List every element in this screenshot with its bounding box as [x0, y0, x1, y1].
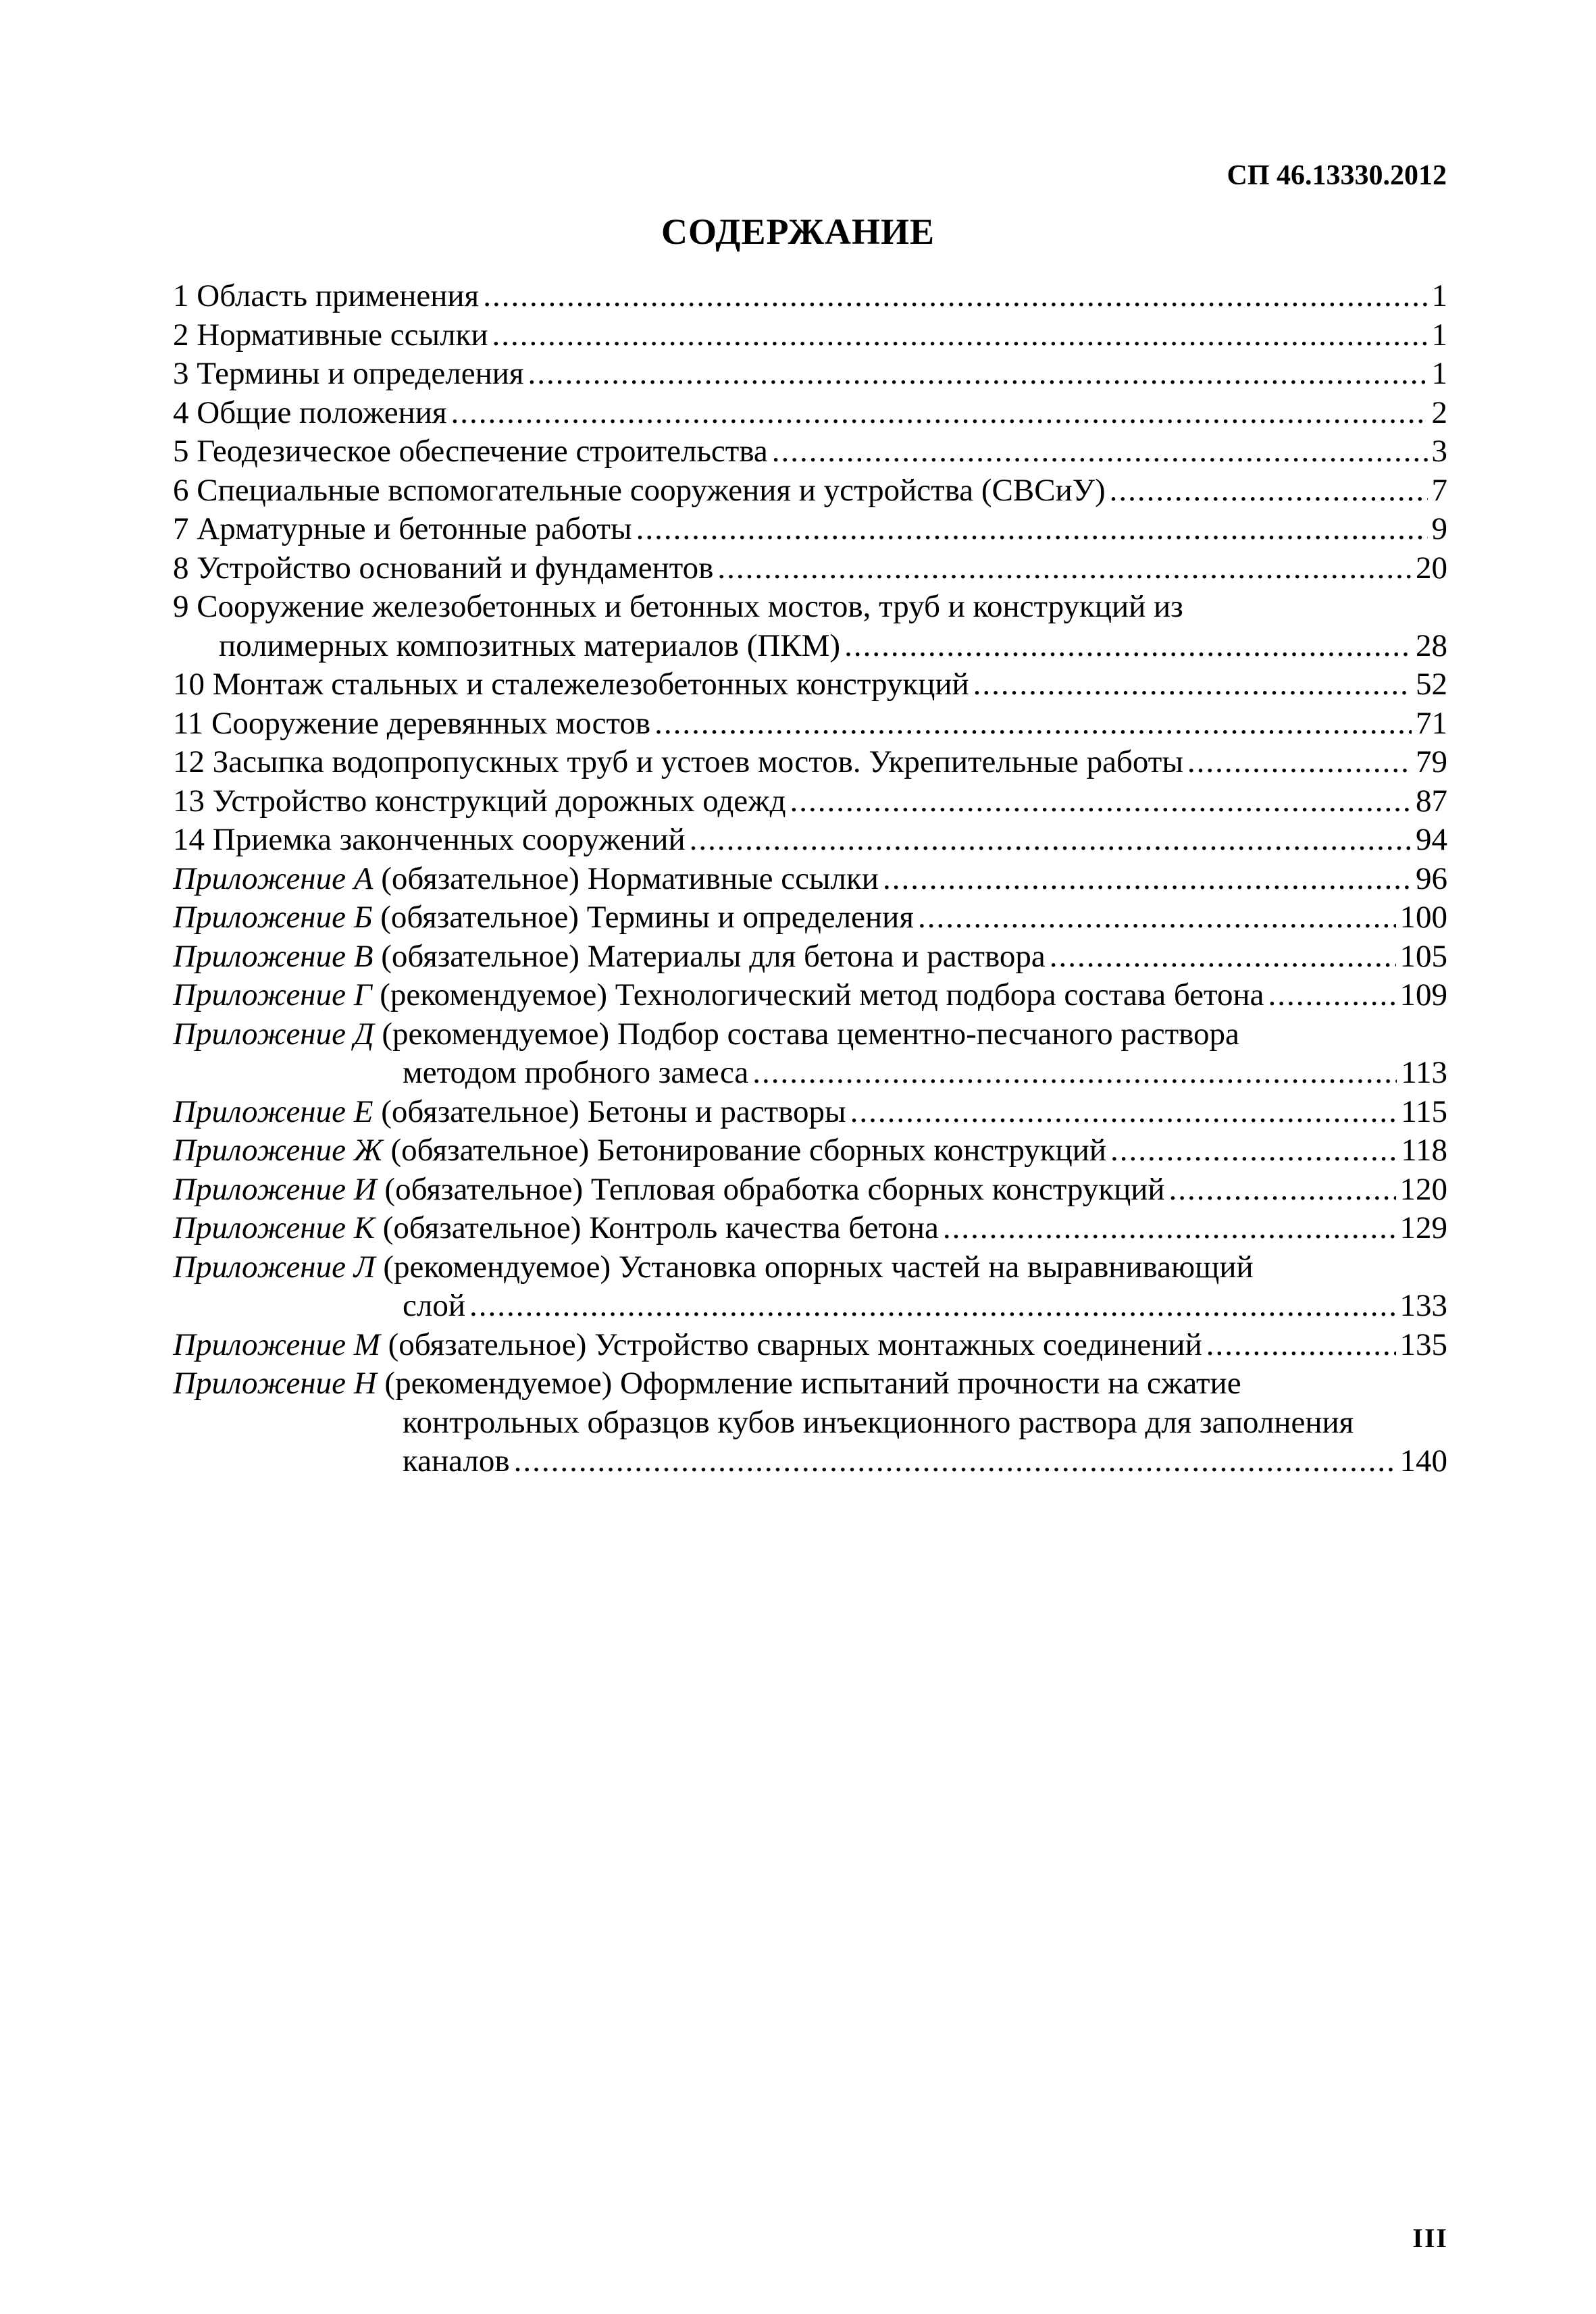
toc-leader-dots: [514, 1442, 1396, 1481]
toc-leader-dots: [772, 432, 1428, 471]
toc-entry: [173, 665, 1447, 704]
toc-entry: [173, 743, 1447, 782]
appendix-label: Приложение В: [173, 938, 374, 974]
toc-entry-title: [173, 1248, 1254, 1287]
toc-leader-dots: [528, 355, 1428, 394]
toc-entry-title: [173, 277, 479, 316]
toc-page-number: 28: [1416, 627, 1447, 663]
toc-entry: [173, 782, 1447, 821]
toc-entry-title: [173, 1171, 1165, 1210]
toc-entry-continuation: [173, 1404, 1447, 1443]
toc-page-number: 120: [1399, 1171, 1447, 1207]
toc-entry-text: контрольных образцов кубов инъекционного раствора для заполнения: [403, 1404, 1354, 1440]
toc-leader-dots: [973, 665, 1412, 704]
appendix-label: Приложение Л: [173, 1249, 376, 1285]
toc-leader-dots: [1110, 1131, 1397, 1171]
toc-page-number: 96: [1416, 860, 1447, 896]
toc-page-number: 2: [1431, 394, 1447, 430]
toc-leader-dots: [1169, 1171, 1396, 1210]
toc-entry-title: [173, 471, 1106, 511]
toc-entry-text: 4 Общие положения: [173, 394, 447, 430]
toc-entry-title: [173, 782, 786, 821]
toc-entry: [173, 704, 1447, 744]
toc-entry-text: 8 Устройство оснований и фундаментов: [173, 550, 714, 586]
toc-leader-dots: [492, 316, 1428, 355]
toc-page-number: 52: [1416, 667, 1447, 702]
toc-entry-title: [173, 394, 447, 433]
toc-entry-text: (рекомендуемое) Подбор состава цементно-песчаного раствора: [374, 1016, 1239, 1052]
toc-entry-text: полимерных композитных материалов (ПКМ): [219, 627, 841, 663]
toc-entry-text: 11 Сооружение деревянных мостов: [173, 705, 651, 741]
toc-entry-title: [173, 937, 1046, 977]
toc-entry-text: (рекомендуемое) Установка опорных частей на выравнивающий: [375, 1249, 1254, 1285]
toc-title: СОДЕРЖАНИЕ: [661, 211, 935, 252]
toc-entry-title: [173, 821, 686, 860]
toc-leader-dots: [451, 394, 1428, 433]
toc-entry-text: 14 Приемка законченных сооружений: [173, 822, 686, 857]
toc-entry: [173, 821, 1447, 860]
toc-leader-dots: [1050, 937, 1396, 977]
toc-page-number: 113: [1401, 1055, 1447, 1090]
toc-page-number: 20: [1416, 550, 1447, 586]
toc-entry-title: [173, 976, 1264, 1015]
toc-page-number: 1: [1431, 356, 1447, 391]
toc-leader-dots: [483, 277, 1427, 316]
toc-entry-text: (обязательное) Бетонирование сборных конструкций: [382, 1133, 1107, 1168]
toc-entry-title: [403, 1287, 465, 1326]
toc-leader-dots: [918, 898, 1396, 937]
toc-page-number: 1: [1431, 278, 1447, 313]
toc-page-number: 100: [1399, 900, 1447, 935]
toc-entry: [173, 510, 1447, 549]
toc-leader-dots: [1110, 471, 1428, 511]
toc-entry-text: (обязательное) Бетоны и растворы: [373, 1094, 846, 1129]
appendix-label: Приложение А: [173, 860, 374, 896]
toc-entry-title: [173, 1364, 1241, 1404]
toc-entry: [173, 549, 1447, 588]
toc-entry-title: [403, 1442, 510, 1481]
toc-entry: [173, 394, 1447, 433]
toc-leader-dots: [636, 510, 1428, 549]
toc-entry-continuation: [173, 1287, 1447, 1326]
toc-entry-text: (рекомендуемое) Оформление испытаний прочности на сжатие: [376, 1366, 1241, 1401]
toc-entry: [173, 432, 1447, 471]
toc-entry-title: [173, 1093, 846, 1132]
toc-entry-title: [173, 355, 524, 394]
toc-entry-text: (обязательное) Нормативные ссылки: [373, 860, 879, 896]
toc-entry-title: [173, 549, 713, 588]
toc-entry: [173, 1015, 1447, 1054]
toc-entry-text: 6 Специальные вспомогательные сооружения и устройства (СВСиУ): [173, 472, 1106, 508]
toc-entry-title: [173, 704, 650, 744]
toc-entry-title: [219, 627, 840, 666]
toc-entry-continuation: [173, 1442, 1447, 1481]
toc-entry: [173, 1131, 1447, 1171]
table-of-contents: [173, 277, 1447, 1481]
toc-page-number: 133: [1399, 1288, 1447, 1323]
toc-entry: [173, 898, 1447, 937]
appendix-label: Приложение Е: [173, 1094, 374, 1129]
toc-entry: [173, 1209, 1447, 1248]
toc-page-number: 109: [1399, 977, 1447, 1012]
appendix-label: Приложение М: [173, 1327, 380, 1362]
toc-entry-text: (обязательное) Контроль качества бетона: [374, 1210, 939, 1245]
toc-entry-title: [403, 1054, 748, 1093]
toc-leader-dots: [943, 1209, 1396, 1248]
toc-page-number: 87: [1416, 783, 1447, 819]
toc-page-number: 135: [1399, 1327, 1447, 1362]
toc-entry-title: [173, 898, 914, 937]
toc-entry-text: каналов: [403, 1443, 510, 1479]
toc-entry-text: (рекомендуемое) Технологический метод подбора состава бетона: [371, 977, 1264, 1012]
appendix-label: Приложение Г: [173, 977, 372, 1012]
toc-page-number: 1: [1431, 317, 1447, 353]
toc-entry-text: (обязательное) Термины и определения: [372, 900, 914, 935]
toc-entry: [173, 860, 1447, 899]
toc-page-number: 105: [1399, 938, 1447, 974]
appendix-label: Приложение Ж: [173, 1133, 383, 1168]
toc-entry: [173, 976, 1447, 1015]
toc-leader-dots: [717, 549, 1412, 588]
appendix-label: Приложение И: [173, 1171, 377, 1207]
toc-page-number: 94: [1416, 822, 1447, 857]
toc-leader-dots: [1206, 1326, 1396, 1365]
toc-entry-title: [173, 316, 488, 355]
toc-entry-title: [173, 1015, 1239, 1054]
toc-leader-dots: [883, 860, 1412, 899]
toc-page-number: 140: [1399, 1443, 1447, 1479]
toc-page-number: 118: [1401, 1133, 1447, 1168]
toc-entry-text: (обязательное) Тепловая обработка сборных конструкций: [376, 1171, 1165, 1207]
toc-entry-title: [173, 1326, 1202, 1365]
toc-entry: [173, 277, 1447, 316]
toc-entry-text: слой: [403, 1288, 465, 1323]
toc-entry-title: [403, 1404, 1354, 1443]
toc-entry-title: [173, 1131, 1106, 1171]
toc-entry-text: 3 Термины и определения: [173, 356, 524, 391]
toc-leader-dots: [1268, 976, 1395, 1015]
toc-entry: [173, 1364, 1447, 1404]
toc-entry-text: методом пробного замеса: [403, 1055, 749, 1090]
appendix-label: Приложение Б: [173, 900, 373, 935]
toc-entry: [173, 471, 1447, 511]
toc-page-number: 129: [1399, 1210, 1447, 1245]
appendix-label: Приложение Н: [173, 1366, 377, 1401]
toc-entry-title: [173, 860, 879, 899]
toc-page-number: 71: [1416, 705, 1447, 741]
toc-entry: [173, 588, 1447, 627]
toc-entry: [173, 1093, 1447, 1132]
toc-entry: [173, 1326, 1447, 1365]
toc-entry-title: [173, 432, 768, 471]
toc-entry: [173, 1171, 1447, 1210]
toc-page-number: 9: [1431, 511, 1447, 546]
appendix-label: Приложение К: [173, 1210, 375, 1245]
toc-entry-title: [173, 665, 969, 704]
toc-entry-title: [173, 588, 1183, 627]
toc-entry-text: (обязательное) Материалы для бетона и раствора: [373, 938, 1046, 974]
toc-page-number: 3: [1431, 434, 1447, 469]
toc-entry-text: 1 Область применения: [173, 278, 480, 313]
toc-entry: [173, 1248, 1447, 1287]
toc-entry-title: [173, 743, 1183, 782]
appendix-label: Приложение Д: [173, 1016, 374, 1052]
toc-entry-text: 10 Монтаж стальных и сталежелезобетонных конструкций: [173, 667, 969, 702]
toc-entry-text: 7 Арматурные и бетонные работы: [173, 511, 632, 546]
toc-leader-dots: [790, 782, 1412, 821]
toc-entry-continuation: [173, 1054, 1447, 1093]
toc-leader-dots: [844, 627, 1412, 666]
toc-entry-text: 13 Устройство конструкций дорожных одежд: [173, 783, 786, 819]
toc-entry-text: 9 Сооружение железобетонных и бетонных мостов, труб и конструкций из: [173, 589, 1183, 624]
toc-leader-dots: [469, 1287, 1396, 1326]
toc-entry-title: [173, 510, 632, 549]
toc-entry-text: 2 Нормативные ссылки: [173, 317, 488, 353]
toc-leader-dots: [690, 821, 1412, 860]
toc-entry-text: (обязательное) Устройство сварных монтажных соединений: [380, 1327, 1202, 1362]
toc-leader-dots: [752, 1054, 1397, 1093]
toc-leader-dots: [1187, 743, 1412, 782]
toc-page-number: 7: [1431, 472, 1447, 508]
toc-leader-dots: [850, 1093, 1397, 1132]
toc-entry-text: 5 Геодезическое обеспечение строительства: [173, 434, 768, 469]
toc-entry-continuation: [173, 627, 1447, 666]
toc-page-number: 115: [1401, 1094, 1447, 1129]
toc-entry: [173, 355, 1447, 394]
toc-page-number: 79: [1416, 744, 1447, 779]
toc-leader-dots: [654, 704, 1412, 744]
page-number: III: [1412, 2223, 1448, 2253]
document-code: СП 46.13330.2012: [1227, 160, 1447, 191]
toc-entry-text: 12 Засыпка водопропускных труб и устоев мостов. Укрепительные работы: [173, 744, 1183, 779]
toc-entry-title: [173, 1209, 939, 1248]
toc-entry: [173, 937, 1447, 977]
toc-entry: [173, 316, 1447, 355]
